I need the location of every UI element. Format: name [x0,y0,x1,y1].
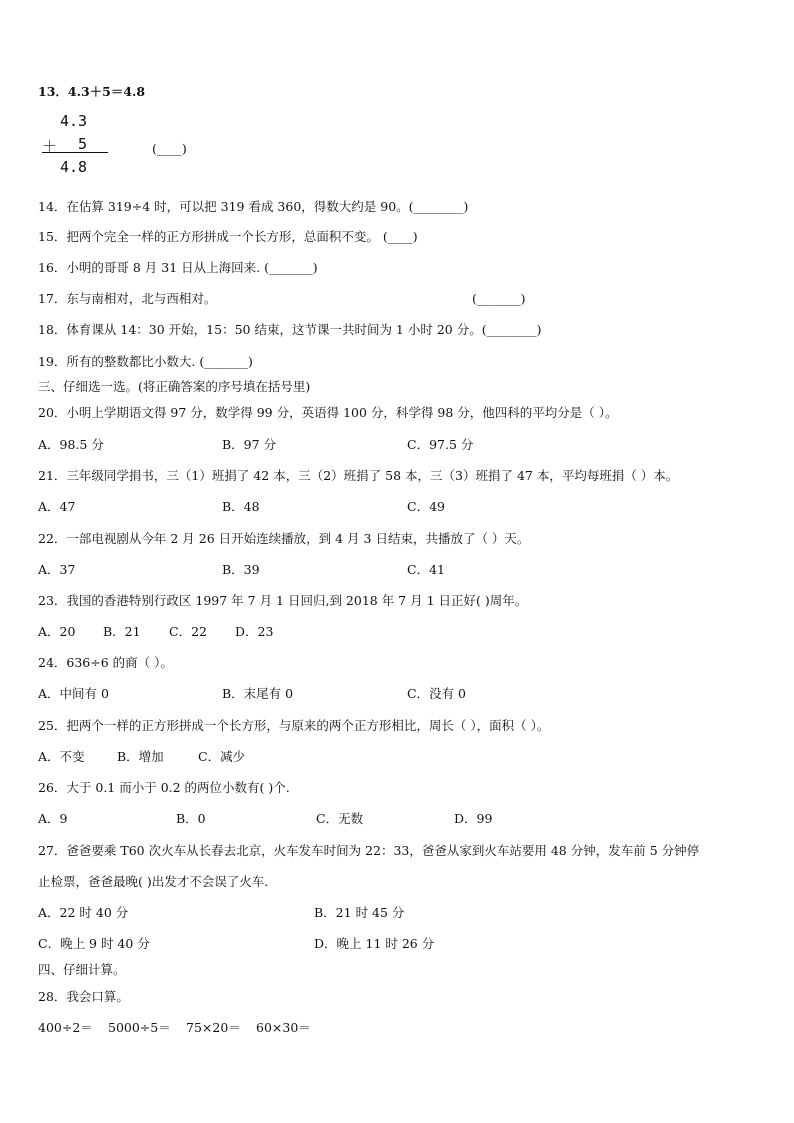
q25-option-b[interactable]: B．增加 [117,749,164,764]
q21-option-a[interactable]: A．47 [38,499,76,514]
q22-option-a[interactable]: A．37 [38,562,76,577]
q27-option-c[interactable]: C．晚上 9 时 40 分 [38,936,150,951]
q27-option-b[interactable]: B．21 时 45 分 [314,905,405,920]
q16-text: 16．小明的哥哥 8 月 31 日从上海回来. (_______) [38,260,318,275]
vertical-sum-line [42,152,108,153]
q13-text: 13．4.3＋5＝4.8 [38,84,146,99]
q25-option-c[interactable]: C．减少 [198,749,246,764]
q20-option-b[interactable]: B．97 分 [222,437,277,452]
q27-option-a[interactable]: A．22 时 40 分 [38,905,129,920]
q23-option-d[interactable]: D．23 [235,624,274,639]
q25-stem: 25．把两个一样的正方形拼成一个长方形，与原来的两个正方形相比，周长（ ），面积（ ）。 [38,718,550,733]
q24-option-a[interactable]: A．中间有 0 [38,686,109,701]
section-4-heading: 四、仔细计算。 [38,962,126,977]
q28-stem: 28．我会口算。 [38,989,129,1004]
q28-expr-2[interactable]: 5000÷5＝ [108,1020,171,1035]
q20-stem: 20．小明上学期语文得 97 分，数学得 99 分，英语得 100 分，科学得 98 分，他四科的平均分是（ ）。 [38,405,618,420]
q19-text: 19．所有的整数都比小数大. (_______) [38,354,253,369]
q23-stem: 23．我国的香港特别行政区 1997 年 7 月 1 日回归,到 2018 年 7 月 1 日正好( )周年。 [38,593,528,608]
q27-stem-line2: 止检票，爸爸最晚( )出发才不会误了火车. [38,874,269,889]
q26-option-b[interactable]: B．0 [176,811,206,826]
vertical-result: 4.8 [60,158,88,176]
q24-stem: 24．636÷6 的商（ ）。 [38,655,173,670]
q23-option-b[interactable]: B．21 [103,624,141,639]
vertical-plus: ＋ [42,137,58,155]
q20-option-c[interactable]: C．97.5 分 [407,437,474,452]
q21-option-c[interactable]: C．49 [407,499,445,514]
q22-stem: 22．一部电视剧从今年 2 月 26 日开始连续播放，到 4 月 3 日结束，共播放了（ ）天。 [38,531,530,546]
q17-text: 17．东与南相对，北与西相对。 [38,291,217,306]
vertical-row1: 4.3 [60,112,88,130]
q26-option-a[interactable]: A．9 [38,811,68,826]
q26-option-c[interactable]: C．无数 [316,811,364,826]
q26-stem: 26．大于 0.1 而小于 0.2 的两位小数有( )个. [38,780,290,795]
q23-option-c[interactable]: C．22 [169,624,207,639]
q21-option-b[interactable]: B．48 [222,499,260,514]
q17-answer-blank[interactable]: (_______) [472,291,526,306]
q24-option-b[interactable]: B．末尾有 0 [222,686,294,701]
section-3-heading: 三、仔细选一选。(将正确答案的序号填在括号里) [38,379,311,394]
q28-expr-1[interactable]: 400÷2＝ [38,1020,93,1035]
q23-option-a[interactable]: A．20 [38,624,76,639]
q18-text: 18．体育课从 14：30 开始，15：50 结束，这节课一共时间为 1 小时 20 分。(________) [38,322,542,337]
q14-text: 14．在估算 319÷4 时，可以把 319 看成 360，得数大约是 90。(________) [38,199,469,214]
q21-stem: 21．三年级同学捐书，三（1）班捐了 42 本，三（2）班捐了 58 本，三（3）班捐了 47 本，平均每班捐（ ）本。 [38,468,679,483]
q28-expr-3[interactable]: 75×20＝ [186,1020,241,1035]
vertical-row2: 5 [78,135,88,153]
q27-stem-line1: 27．爸爸要乘 T60 次火车从长春去北京，火车发车时间为 22：33，爸爸从家到火车站要用 48 分钟，发车前 5 分钟停 [38,843,700,858]
q25-option-a[interactable]: A．不变 [38,749,85,764]
q20-option-a[interactable]: A．98.5 分 [38,437,104,452]
q15-text: 15．把两个完全一样的正方形拼成一个长方形，总面积不变。 (____) [38,229,418,244]
q22-option-b[interactable]: B．39 [222,562,260,577]
q22-option-c[interactable]: C．41 [407,562,445,577]
q28-expr-4[interactable]: 60×30＝ [256,1020,311,1035]
q27-option-d[interactable]: D．晚上 11 时 26 分 [314,936,435,951]
q24-option-c[interactable]: C．没有 0 [407,686,466,701]
q13-answer-blank[interactable]: (____) [152,141,187,156]
q26-option-d[interactable]: D．99 [454,811,493,826]
